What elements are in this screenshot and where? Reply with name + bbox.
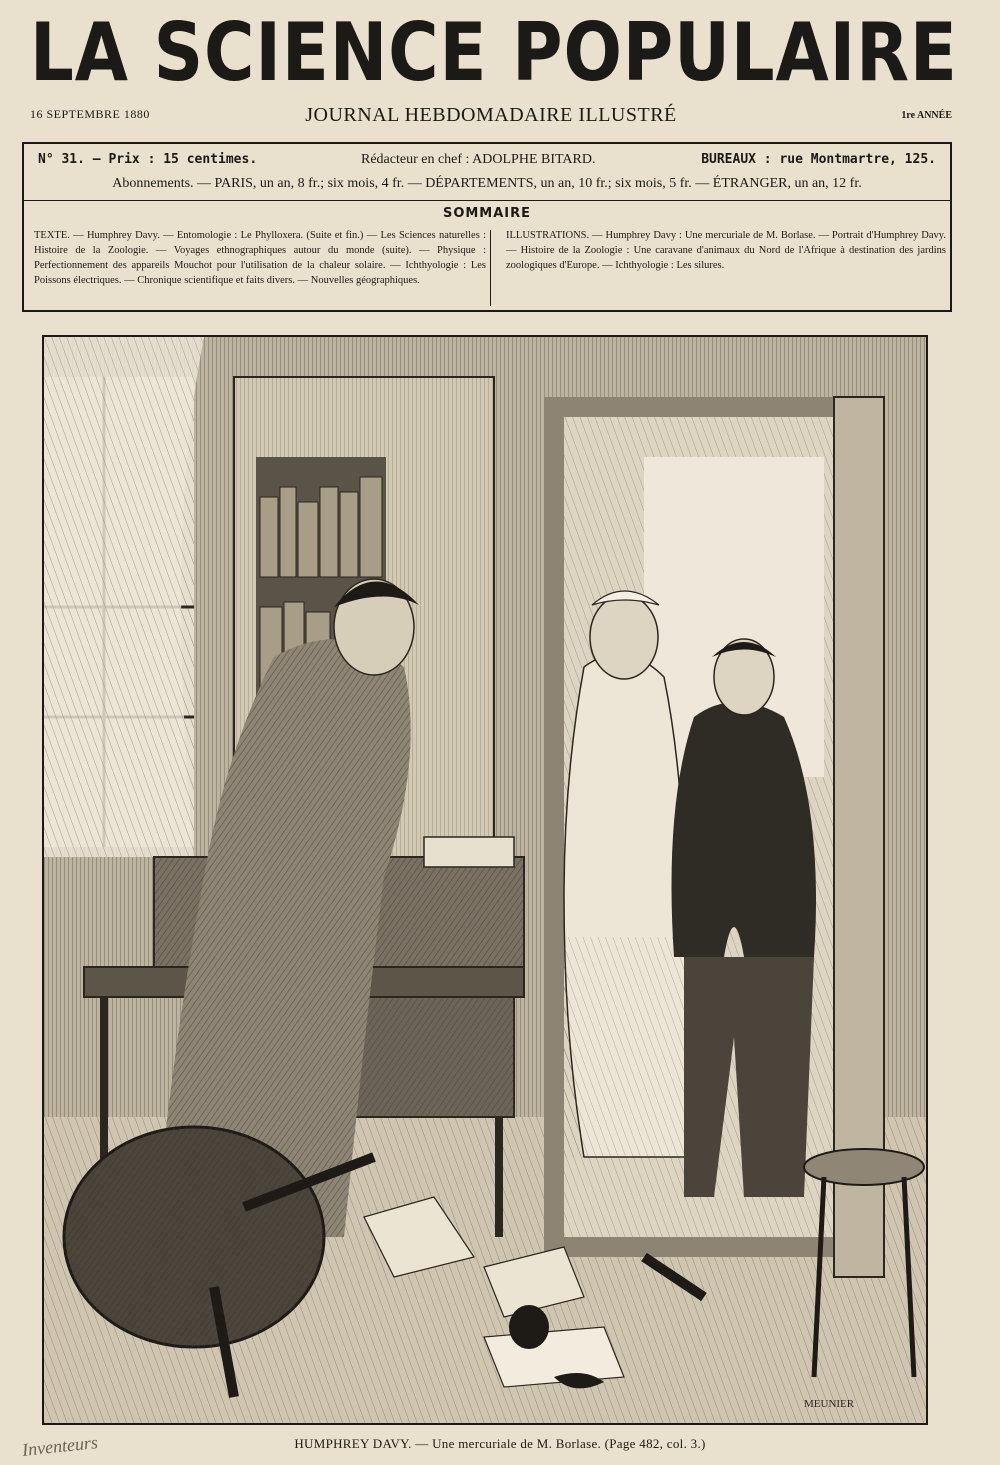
handwritten-note: Inventeurs [21,1432,99,1460]
divider [24,200,950,201]
column-divider [490,230,491,306]
masthead-title: LA SCIENCE POPULAIRE [30,6,958,99]
info-header-row [36,152,938,172]
journal-subtitle: JOURNAL HEBDOMADAIRE ILLUSTRÉ [305,104,677,126]
issue-number-price: N° 31. — Prix : 15 centimes. [38,152,258,167]
engraving-illustration [42,335,928,1425]
sommaire-illustrations: ILLUSTRATIONS. — Humphrey Davy : Une mercuriale de M. Borlase. — Portrait d'Humphrey Davy. — Histoire de la Zoologie : Une caravane d'animaux du Nord de l'Afrique à destination des jardins zoologiques d'Europe. — Ichthyologie : Les silures. [506,230,946,271]
engraving-drawing [44,337,926,1423]
issue-date: 16 SEPTEMBRE 1880 [30,107,150,121]
publication-year: 1re ANNÉE [901,110,952,121]
sommaire-heading: SOMMAIRE [442,206,532,221]
info-box [22,142,952,312]
engraving-signature: MEUNIER [804,1398,855,1410]
sommaire-texte: TEXTE. — Humphrey Davy. — Entomologie : Le Phylloxera. (Suite et fin.) — Les Sciences naturelles : Histoire de la Zoologie. — Voyages ethnographiques autour du monde (suite). — Physique : Perfectionnement des appareils Mouchot pour l'utilisation de la chaleur solaire. — Ichthyologie : Les Poissons électriques. — Chronique scientifique et faits divers. — Nouvelles géographiques. [34,230,486,286]
subscriptions-line: Abonnements. — PARIS, un an, 8 fr.; six mois, 4 fr. — DÉPARTEMENTS, un an, 10 fr.; six mois, 5 fr. — ÉTRANGER, un an, 12 fr. [112,176,862,191]
dateline [30,104,952,128]
engraving-caption: HUMPHREY DAVY. — Une mercuriale de M. Borlase. (Page 482, col. 3.) [294,1436,706,1451]
bureaux-address: BUREAUX : rue Montmartre, 125. [701,152,936,167]
editor-in-chief: Rédacteur en chef : ADOLPHE BITARD. [361,152,596,167]
